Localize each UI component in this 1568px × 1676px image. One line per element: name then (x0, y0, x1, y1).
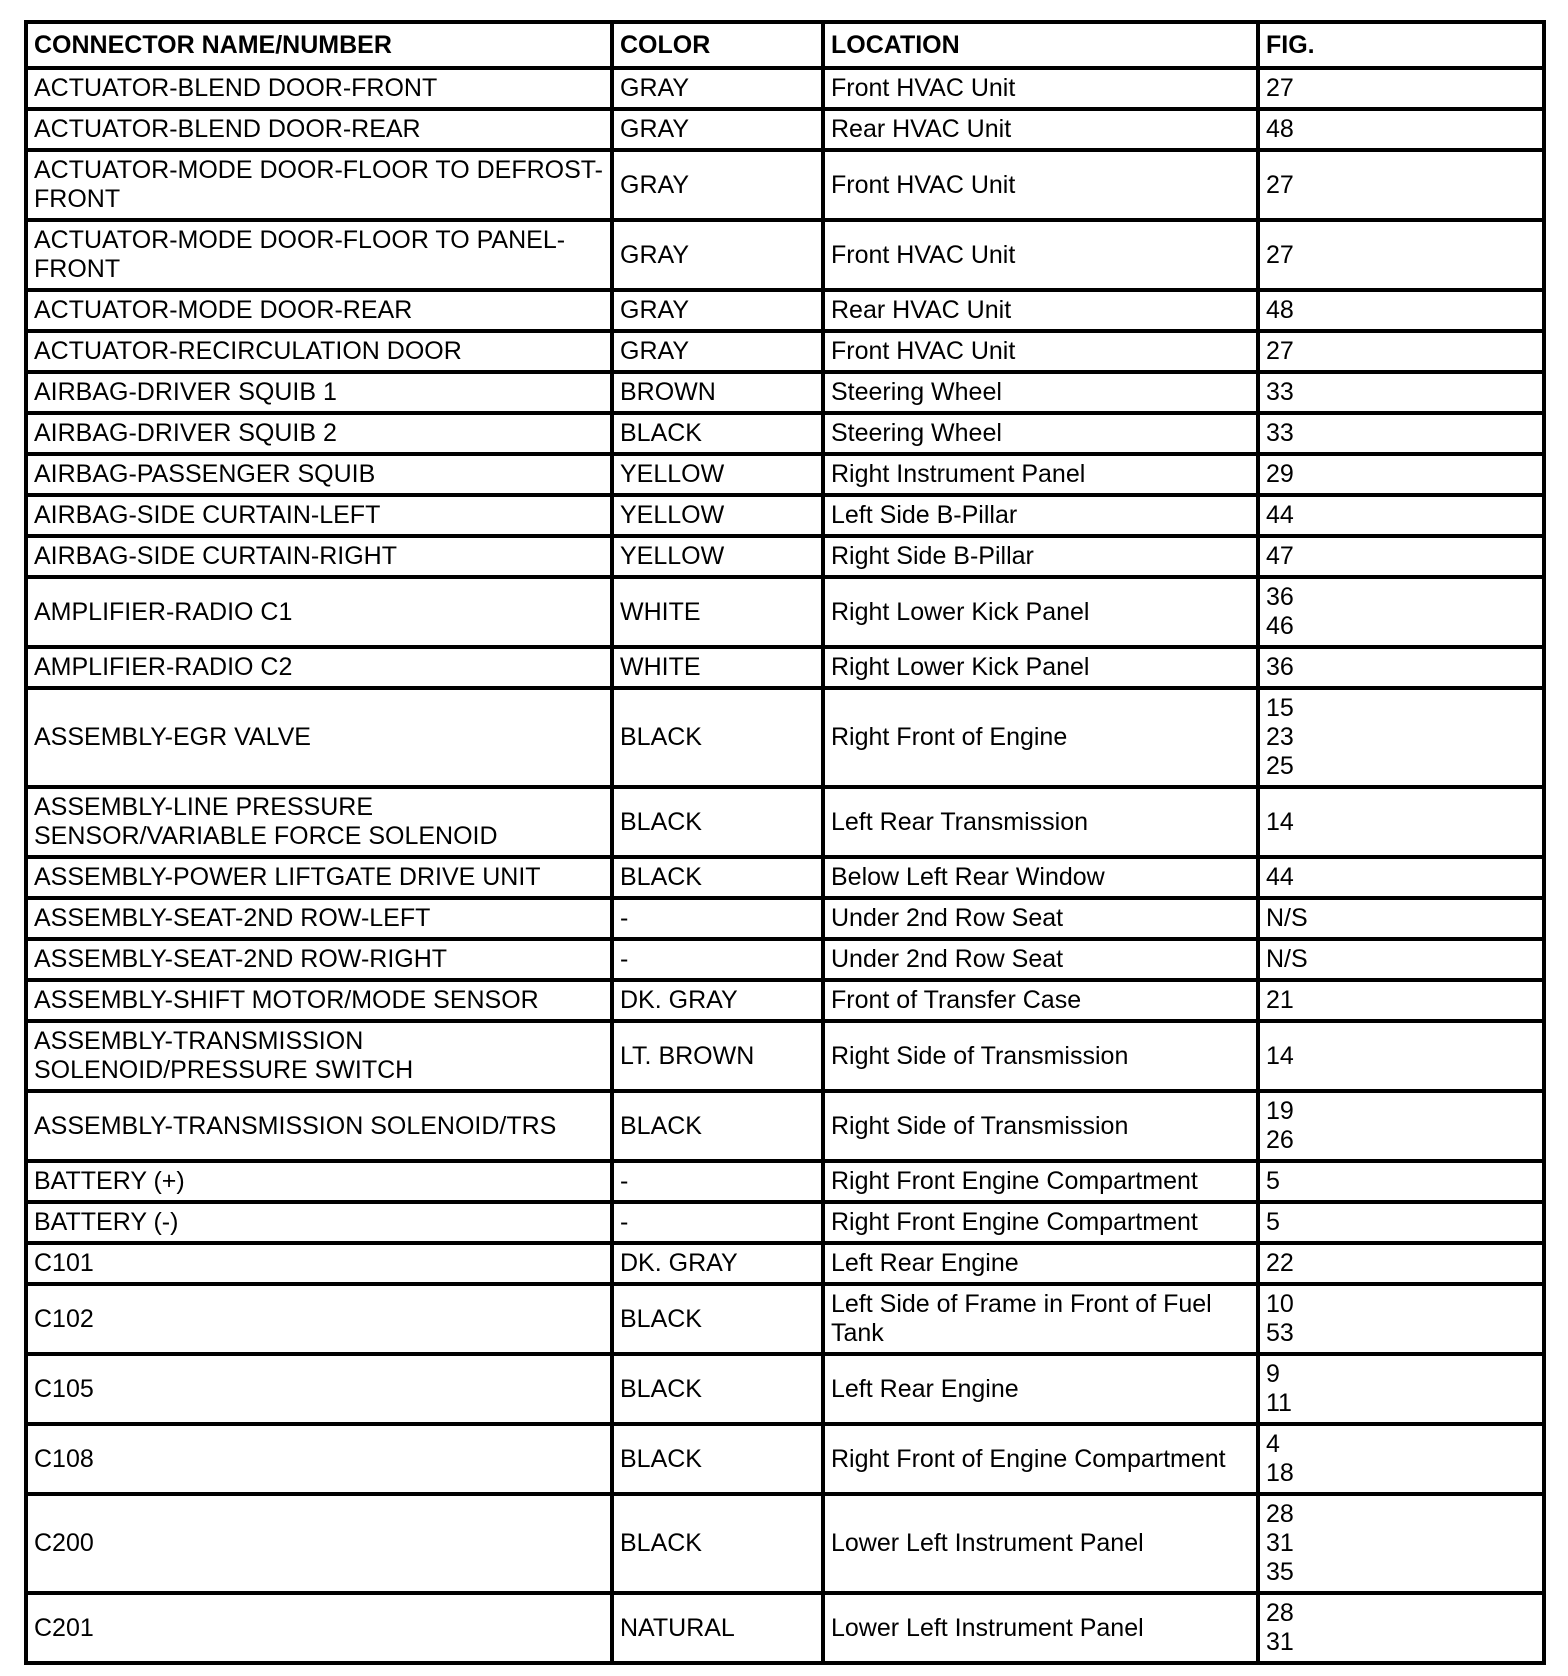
fig-cell (1258, 1354, 1544, 1424)
fig-number: 36 (1266, 653, 1294, 681)
fig-cell (1258, 331, 1544, 372)
header-connector-name: CONNECTOR NAME/NUMBER (26, 22, 612, 68)
fig-cell (1258, 109, 1544, 150)
connector-name-cell: ASSEMBLY-POWER LIFTGATE DRIVE UNIT (26, 857, 612, 898)
table-row (26, 220, 1544, 290)
color-cell: DK. GRAY (612, 1243, 823, 1284)
connector-name-cell: BATTERY (-) (26, 1202, 612, 1243)
table-row (26, 1021, 1544, 1091)
fig-cell (1258, 787, 1544, 857)
table-row (26, 787, 1544, 857)
header-color: COLOR (612, 22, 823, 68)
fig-number: 46 (1266, 612, 1294, 640)
connector-name-cell: C200 (26, 1494, 612, 1593)
connector-name-cell: ASSEMBLY-SHIFT MOTOR/MODE SENSOR (26, 980, 612, 1021)
color-cell: GRAY (612, 290, 823, 331)
table-row (26, 290, 1544, 331)
location-cell: Right Front Engine Compartment (823, 1161, 1258, 1202)
fig-cell (1258, 898, 1544, 939)
fig-number: 9 (1266, 1360, 1280, 1388)
color-cell: BLACK (612, 1424, 823, 1494)
color-cell: YELLOW (612, 454, 823, 495)
fig-number: 36 (1266, 583, 1294, 611)
color-cell: GRAY (612, 220, 823, 290)
location-cell: Front HVAC Unit (823, 220, 1258, 290)
fig-number: 25 (1266, 752, 1294, 780)
table-row (26, 372, 1544, 413)
connector-name-cell: ACTUATOR-MODE DOOR-REAR (26, 290, 612, 331)
table-row (26, 1593, 1544, 1663)
table-row (26, 1494, 1544, 1593)
connector-name-cell: ACTUATOR-RECIRCULATION DOOR (26, 331, 612, 372)
fig-cell (1258, 1021, 1544, 1091)
fig-cell (1258, 1161, 1544, 1202)
color-cell: - (612, 1202, 823, 1243)
fig-number: 47 (1266, 542, 1294, 570)
location-cell: Right Front Engine Compartment (823, 1202, 1258, 1243)
table-row (26, 331, 1544, 372)
color-cell: BROWN (612, 372, 823, 413)
fig-cell (1258, 939, 1544, 980)
connector-name-cell: ASSEMBLY-TRANSMISSION SOLENOID/PRESSURE SWITCH (26, 1021, 612, 1091)
fig-number: 28 (1266, 1599, 1294, 1627)
connector-name-cell: BATTERY (+) (26, 1161, 612, 1202)
location-cell: Left Rear Transmission (823, 787, 1258, 857)
fig-number: 44 (1266, 501, 1294, 529)
fig-cell (1258, 536, 1544, 577)
fig-number: 48 (1266, 115, 1294, 143)
location-cell: Right Lower Kick Panel (823, 577, 1258, 647)
location-cell: Left Side B-Pillar (823, 495, 1258, 536)
fig-number: 22 (1266, 1249, 1294, 1277)
connector-name-cell: C201 (26, 1593, 612, 1663)
table-row (26, 1354, 1544, 1424)
connector-name-cell: ACTUATOR-BLEND DOOR-FRONT (26, 68, 612, 109)
table-row (26, 68, 1544, 109)
fig-number: 26 (1266, 1126, 1294, 1154)
color-cell: GRAY (612, 109, 823, 150)
fig-number: 44 (1266, 863, 1294, 891)
color-cell: YELLOW (612, 536, 823, 577)
color-cell: BLACK (612, 857, 823, 898)
fig-number: 27 (1266, 337, 1294, 365)
fig-cell (1258, 1284, 1544, 1354)
fig-cell (1258, 1593, 1544, 1663)
location-cell: Right Side of Transmission (823, 1021, 1258, 1091)
fig-cell (1258, 1424, 1544, 1494)
fig-cell (1258, 290, 1544, 331)
fig-number: 28 (1266, 1500, 1294, 1528)
color-cell: BLACK (612, 413, 823, 454)
color-cell: GRAY (612, 68, 823, 109)
table-row (26, 898, 1544, 939)
color-cell: NATURAL (612, 1593, 823, 1663)
fig-number: 23 (1266, 723, 1294, 751)
fig-cell (1258, 372, 1544, 413)
fig-cell (1258, 980, 1544, 1021)
fig-cell (1258, 1243, 1544, 1284)
fig-cell (1258, 220, 1544, 290)
fig-number: 33 (1266, 419, 1294, 447)
header-row (26, 22, 1544, 68)
header-fig: FIG. (1258, 22, 1544, 68)
location-cell: Right Lower Kick Panel (823, 647, 1258, 688)
location-cell: Rear HVAC Unit (823, 109, 1258, 150)
connector-name-cell: AIRBAG-PASSENGER SQUIB (26, 454, 612, 495)
location-cell: Right Front of Engine (823, 688, 1258, 787)
location-cell: Right Side B-Pillar (823, 536, 1258, 577)
table-row (26, 1424, 1544, 1494)
fig-number: N/S (1266, 904, 1308, 932)
fig-number: 14 (1266, 1041, 1294, 1070)
color-cell: BLACK (612, 1091, 823, 1161)
fig-number: 35 (1266, 1558, 1294, 1586)
color-cell: - (612, 898, 823, 939)
connector-name-cell: ACTUATOR-MODE DOOR-FLOOR TO DEFROST-FRONT (26, 150, 612, 220)
table-row (26, 857, 1544, 898)
location-cell: Steering Wheel (823, 413, 1258, 454)
location-cell: Lower Left Instrument Panel (823, 1593, 1258, 1663)
fig-cell (1258, 1202, 1544, 1243)
color-cell: GRAY (612, 150, 823, 220)
fig-number: 18 (1266, 1459, 1294, 1487)
color-cell: GRAY (612, 331, 823, 372)
location-cell: Under 2nd Row Seat (823, 939, 1258, 980)
connector-name-cell: C101 (26, 1243, 612, 1284)
fig-number: N/S (1266, 945, 1308, 973)
connector-name-cell: AIRBAG-DRIVER SQUIB 1 (26, 372, 612, 413)
fig-number: 48 (1266, 296, 1294, 324)
fig-cell (1258, 577, 1544, 647)
table-row (26, 1161, 1544, 1202)
color-cell: LT. BROWN (612, 1021, 823, 1091)
location-cell: Under 2nd Row Seat (823, 898, 1258, 939)
table-row (26, 688, 1544, 787)
fig-number: 27 (1266, 74, 1294, 102)
connector-name-cell: C105 (26, 1354, 612, 1424)
connector-name-cell: ACTUATOR-BLEND DOOR-REAR (26, 109, 612, 150)
color-cell: BLACK (612, 1284, 823, 1354)
table-row (26, 109, 1544, 150)
fig-number: 27 (1266, 170, 1294, 199)
color-cell: YELLOW (612, 495, 823, 536)
location-cell: Front HVAC Unit (823, 150, 1258, 220)
location-cell: Left Side of Frame in Front of Fuel Tank (823, 1284, 1258, 1354)
location-cell: Rear HVAC Unit (823, 290, 1258, 331)
fig-cell (1258, 150, 1544, 220)
table-row (26, 577, 1544, 647)
fig-number: 29 (1266, 460, 1294, 488)
connector-name-cell: ASSEMBLY-EGR VALVE (26, 688, 612, 787)
fig-number: 27 (1266, 240, 1294, 269)
table-row (26, 1243, 1544, 1284)
color-cell: WHITE (612, 647, 823, 688)
location-cell: Below Left Rear Window (823, 857, 1258, 898)
fig-number: 53 (1266, 1319, 1294, 1347)
connector-name-cell: ASSEMBLY-SEAT-2ND ROW-LEFT (26, 898, 612, 939)
connector-name-cell: C108 (26, 1424, 612, 1494)
table-row (26, 980, 1544, 1021)
fig-number: 11 (1266, 1389, 1292, 1417)
location-cell: Front HVAC Unit (823, 68, 1258, 109)
location-cell: Right Instrument Panel (823, 454, 1258, 495)
color-cell: - (612, 1161, 823, 1202)
fig-number: 21 (1266, 986, 1294, 1014)
fig-number: 15 (1266, 694, 1294, 722)
table-row (26, 150, 1544, 220)
connector-name-cell: AIRBAG-SIDE CURTAIN-RIGHT (26, 536, 612, 577)
table-row (26, 1202, 1544, 1243)
color-cell: BLACK (612, 787, 823, 857)
fig-number: 19 (1266, 1097, 1294, 1125)
location-cell: Lower Left Instrument Panel (823, 1494, 1258, 1593)
connector-name-cell: AMPLIFIER-RADIO C1 (26, 577, 612, 647)
connector-name-cell: ASSEMBLY-TRANSMISSION SOLENOID/TRS (26, 1091, 612, 1161)
table-row (26, 454, 1544, 495)
fig-number: 14 (1266, 807, 1294, 836)
table-row (26, 647, 1544, 688)
color-cell: - (612, 939, 823, 980)
fig-cell (1258, 1494, 1544, 1593)
fig-cell (1258, 413, 1544, 454)
fig-cell (1258, 454, 1544, 495)
fig-cell (1258, 857, 1544, 898)
connector-name-cell: ACTUATOR-MODE DOOR-FLOOR TO PANEL-FRONT (26, 220, 612, 290)
location-cell: Right Front of Engine Compartment (823, 1424, 1258, 1494)
fig-cell (1258, 1091, 1544, 1161)
location-cell: Left Rear Engine (823, 1243, 1258, 1284)
table-row (26, 413, 1544, 454)
color-cell: BLACK (612, 688, 823, 787)
fig-cell (1258, 68, 1544, 109)
location-cell: Front HVAC Unit (823, 331, 1258, 372)
location-cell: Steering Wheel (823, 372, 1258, 413)
color-cell: BLACK (612, 1354, 823, 1424)
fig-number: 5 (1266, 1208, 1280, 1236)
connector-name-cell: ASSEMBLY-SEAT-2ND ROW-RIGHT (26, 939, 612, 980)
table-row (26, 495, 1544, 536)
fig-number: 33 (1266, 378, 1294, 406)
location-cell: Front of Transfer Case (823, 980, 1258, 1021)
connector-name-cell: AIRBAG-DRIVER SQUIB 2 (26, 413, 612, 454)
connector-name-cell: C102 (26, 1284, 612, 1354)
fig-number: 4 (1266, 1430, 1280, 1458)
fig-cell (1258, 647, 1544, 688)
table-row (26, 1091, 1544, 1161)
fig-number: 5 (1266, 1167, 1280, 1195)
connector-name-cell: ASSEMBLY-LINE PRESSURE SENSOR/VARIABLE FORCE SOLENOID (26, 787, 612, 857)
color-cell: DK. GRAY (612, 980, 823, 1021)
location-cell: Left Rear Engine (823, 1354, 1258, 1424)
color-cell: BLACK (612, 1494, 823, 1593)
fig-number: 31 (1266, 1628, 1294, 1656)
fig-number: 10 (1266, 1290, 1294, 1318)
connector-name-cell: AMPLIFIER-RADIO C2 (26, 647, 612, 688)
location-cell: Right Side of Transmission (823, 1091, 1258, 1161)
connector-table (24, 20, 1546, 1665)
fig-cell (1258, 688, 1544, 787)
color-cell: WHITE (612, 577, 823, 647)
fig-number: 31 (1266, 1529, 1294, 1557)
table-row (26, 1284, 1544, 1354)
table-row (26, 939, 1544, 980)
fig-cell (1258, 495, 1544, 536)
header-location: LOCATION (823, 22, 1258, 68)
table-row (26, 536, 1544, 577)
connector-name-cell: AIRBAG-SIDE CURTAIN-LEFT (26, 495, 612, 536)
